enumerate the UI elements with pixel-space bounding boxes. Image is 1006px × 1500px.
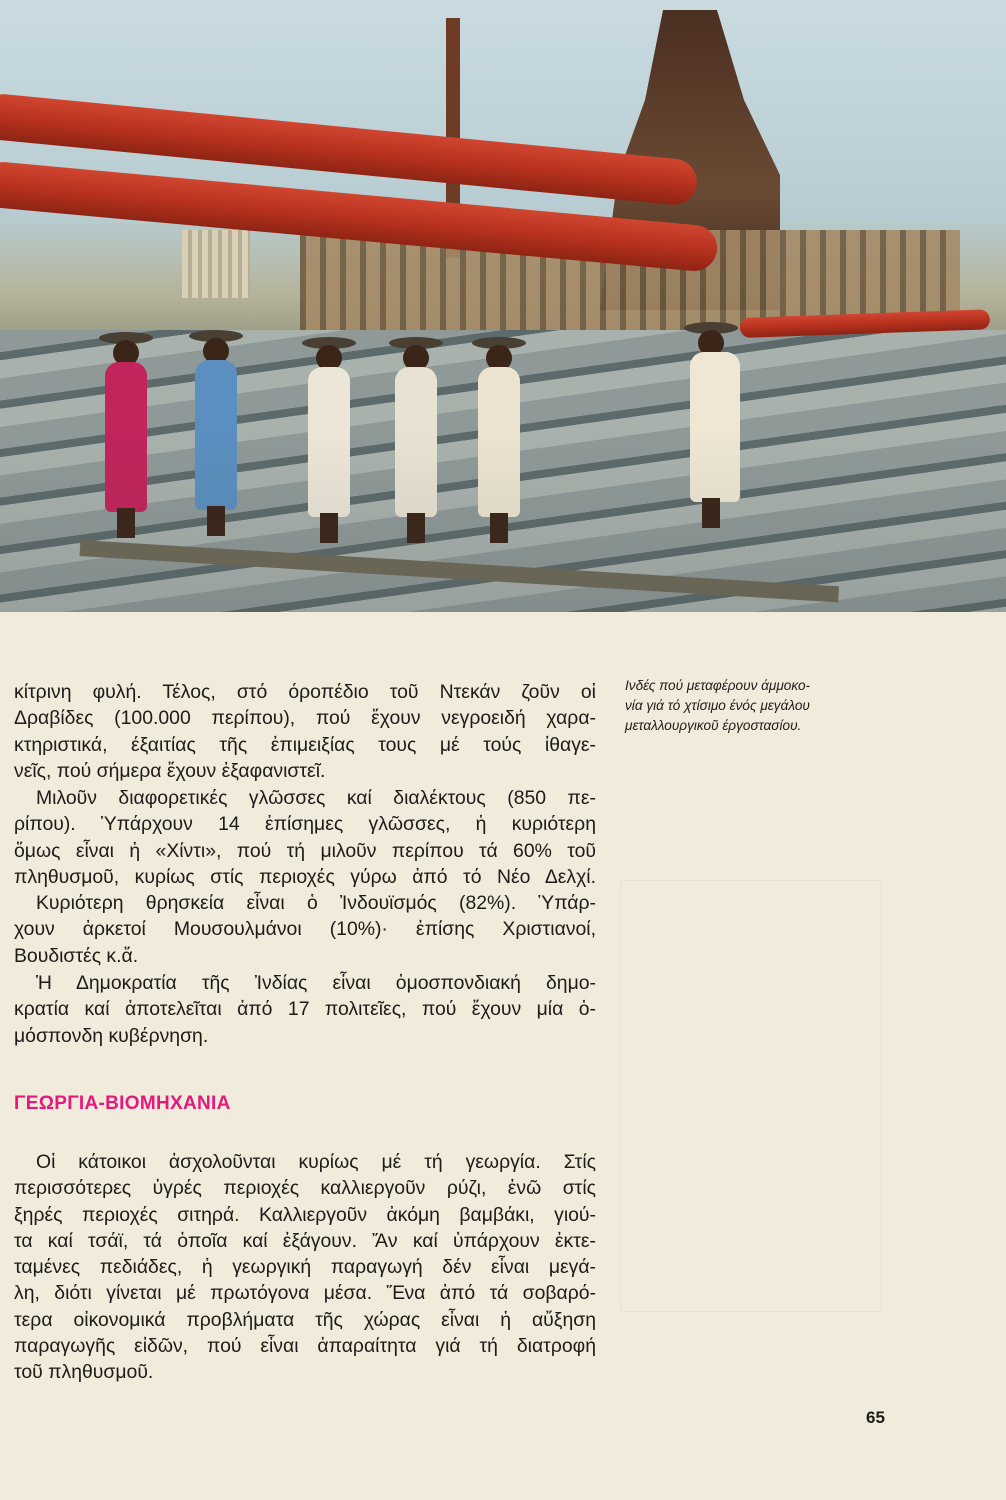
text-line: χουν ἀρκετοί Μουσουλμάνοι (10%)· ἐπίσης Χριστιανοί, [14,918,596,941]
paragraph-languages [14,785,596,890]
text-line: μόσπονδη κυβέρνηση. [14,1024,209,1047]
text-line: πληθυσμοῦ, κυρίως στίς περιοχές γύρω ἀπό τό Νέο Δελχί. [14,865,596,888]
text-line: ταμένες πεδιάδες, ἡ γεωργική παραγωγή δέν εἶναι μεγά- [14,1256,596,1279]
text-line: περισσότερες ὑγρές περιοχές καλλιεργοῦν ρύζι, ἐνῶ στίς [14,1177,596,1200]
bleed-through-box [620,880,882,1312]
text-line: Βουδιστές κ.ἄ. [14,944,139,967]
text-line: ξηρές περιοχές σιτηρά. Καλλιεργοῦν ἀκόμη βαμβάκι, γιού- [14,1203,596,1226]
text-line: Δραβίδες (100.000 περίπου), πού ἔχουν νεγροειδή χαρα- [14,707,596,730]
paragraph-population [14,679,596,784]
photo-caption [625,676,895,736]
text-line: παραγωγῆς εἰδῶν, πού εἶναι ἀπαραίτητα γιά τή διατροφή [14,1335,596,1358]
paragraph-agriculture [14,1149,596,1386]
text-line: τερα οἰκονομικά προβλήματα τῆς χώρας εἶναι ἡ αὔξηση [14,1308,596,1331]
paragraph-government [14,970,596,1049]
section-heading: ΓΕΩΡΓΙΑ-ΒΙΟΜΗΧΑΝΙΑ [14,1093,231,1114]
caption-line: Ινδές πού μεταφέρουν άμμοκο- [625,678,811,693]
photo-workers-steel-plant [0,0,1006,612]
paragraph-religion [14,890,596,969]
page-number: 65 [866,1408,885,1427]
text-line: ὅμως εἶναι ἡ «Χίντι», πού τή μιλοῦν περίπου τά 60% τοῦ [14,839,596,862]
text-line: τοῦ πληθυσμοῦ. [14,1361,154,1384]
text-line: κτηριστικά, έξαιτίας τῆς ἐπιμειξίας τους μέ τούς ἰθαγε- [14,733,596,756]
text-line: Μιλοῦν διαφορετικές γλῶσσες καί διαλέκτους (850 πε- [36,787,596,809]
text-line: κρατία καί ἀποτελεῖται ἀπό 17 πολιτεῖες, πού ἔχουν μία ὁ- [14,998,596,1021]
text-line: κίτρινη φυλή. Τέλος, στό όροπέδιο τοῦ Ντεκάν ζοῦν οἱ [14,681,596,703]
text-line: Ἡ Δημοκρατία τῆς Ἰνδίας εἶναι ὁμοσπονδιακή δημο- [36,972,596,994]
text-line: Κυριότερη θρησκεία εἶναι ὁ Ἰνδουϊσμός (82%). Ὑπάρ- [36,892,596,914]
caption-line: μεταλλουργικοῦ έργοστασίου. [625,718,802,733]
text-line: Οἱ κάτοικοι ἀσχολοῦνται κυρίως μέ τή γεωργία. Στίς [36,1151,596,1173]
text-line: τα καί τσάϊ, τά ὁποῖα καί ἐξάγουν. Ἄν καί ὑπάρχουν ἐκτε- [14,1229,596,1252]
text-line: ρίπου). Ὑπάρχουν 14 ἐπίσημες γλῶσσες, ἡ κυριότερη [14,813,596,836]
text-line: νεῖς, πού σήμερα ἔχουν ἐξαφανιστεῖ. [14,759,326,782]
text-line: λη, διότι γίνεται μέ πρωτόγονα μέσα. Ἕνα ἀπό τά σοβαρό- [14,1282,596,1305]
caption-line: νία γιά τό χτίσιμο ένός μεγάλου [625,698,810,713]
